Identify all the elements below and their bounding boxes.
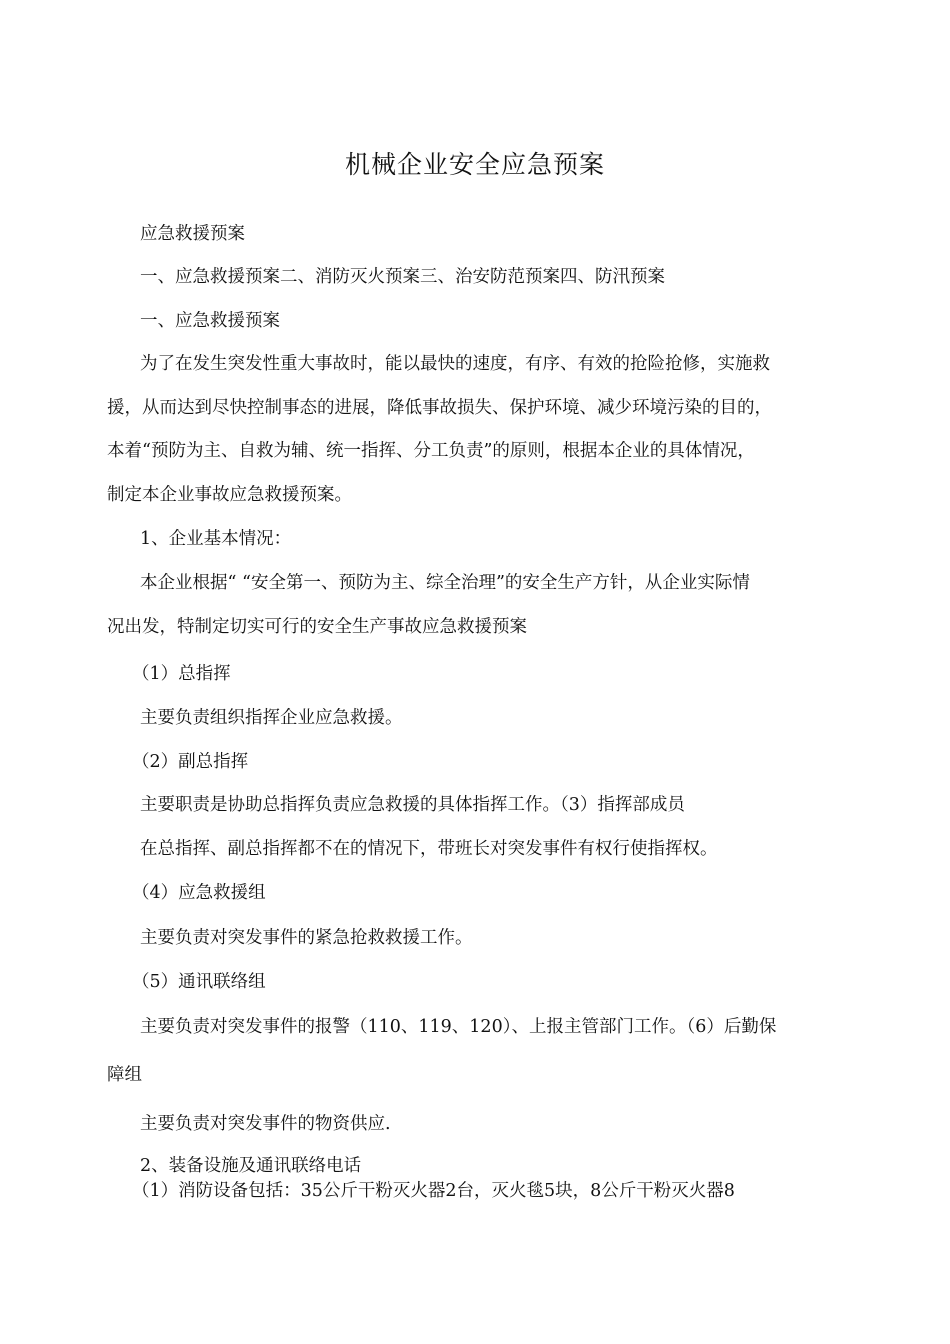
document-title: 机械企业安全应急预案 [344,150,605,179]
paragraph-line: 在总指挥、副总指挥都不在的情况下，带班长对突发事件有权行使指挥权。 [140,839,718,859]
paragraph-line: （5）通讯联络组 [132,972,266,992]
paragraph-line: 主要负责对突发事件的紧急抢救救援工作。 [140,928,473,948]
paragraph-line: 一、应急救援预案 [140,311,280,331]
paragraph-line: （1）消防设备包括：35公斤干粉灭火器2台，灭火毯5块，8公斤干粉灭火器8 [132,1181,735,1201]
paragraph-line: （4）应急救援组 [132,883,266,903]
paragraph-line: 1、企业基本情况： [140,529,292,549]
paragraph-line: 况出发，特制定切实可行的安全生产事故应急救援预案 [107,617,527,637]
paragraph-line: 主要负责对突发事件的物资供应. [140,1114,391,1134]
paragraph-line: 2、装备设施及通讯联络电话 [140,1156,362,1176]
paragraph-line: 应急救援预案 [140,224,245,244]
paragraph-line: 援，从而达到尽快控制事态的进展，降低事故损失、保护环境、减少环境污染的目的， [107,398,772,418]
paragraph-line: 制定本企业事故应急救援预案。 [107,485,352,505]
paragraph-line: 本着“预防为主、自救为辅、统一指挥、分工负责”的原则，根据本企业的具体情况， [107,441,755,461]
paragraph-line: （2）副总指挥 [132,752,249,772]
paragraph-line: 为了在发生突发性重大事故时，能以最快的速度，有序、有效的抢险抢修，实施救 [140,354,770,374]
paragraph-line: 主要职责是协助总指挥负责应急救援的具体指挥工作。（3）指挥部成员 [140,795,685,815]
paragraph-line: 本企业根据“ “安全第一、预防为主、综全治理”的安全生产方针，从企业实际情 [140,573,750,593]
paragraph-line: 一、应急救援预案二、消防灭火预案三、治安防范预案四、防汛预案 [140,267,665,287]
paragraph-line: 主要负责组织指挥企业应急救援。 [140,708,403,728]
paragraph-line: （1）总指挥 [132,664,231,684]
paragraph-line: 障组 [107,1065,142,1085]
paragraph-line: 主要负责对突发事件的报警（110、119、120）、上报主管部门工作。（6）后勤保 [140,1017,777,1037]
